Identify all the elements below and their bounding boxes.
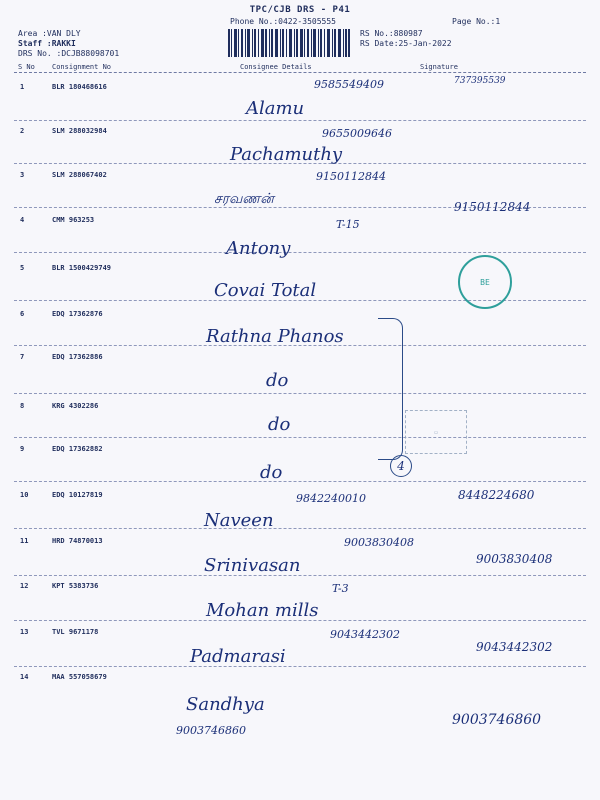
handwritten-phone: 9003830408 bbox=[344, 536, 414, 549]
row-1-sno: 1 bbox=[20, 83, 25, 91]
row-4-consignment: CMM 963253 bbox=[52, 216, 95, 224]
header-divider bbox=[14, 72, 586, 73]
handwritten-phone: 9655009646 bbox=[322, 127, 392, 140]
row-3-sno: 3 bbox=[20, 171, 25, 179]
row-2-sno: 2 bbox=[20, 127, 25, 135]
column-consignment: Consignment No bbox=[52, 63, 112, 71]
handwritten-consignee: Rathna Phanos bbox=[206, 326, 344, 347]
handwritten-consignee: Naveen bbox=[204, 510, 274, 531]
phone-number: Phone No.:0422-3505555 bbox=[230, 17, 336, 26]
row-divider bbox=[14, 252, 586, 253]
handwritten-consignee: Alamu bbox=[246, 98, 305, 119]
handwritten-phone: 9585549409 bbox=[314, 78, 384, 91]
handwritten-phone: 9150112844 bbox=[316, 170, 386, 183]
row-10-sno: 10 bbox=[20, 491, 29, 499]
row-14-sno: 14 bbox=[20, 673, 29, 681]
row-divider bbox=[14, 481, 586, 482]
column-signature: Signature bbox=[420, 63, 458, 71]
handwritten-signature: 9043442302 bbox=[476, 640, 553, 654]
handwritten-consignee: do bbox=[266, 370, 289, 391]
handwritten-phone: 9043442302 bbox=[330, 628, 400, 641]
ditto-bracket bbox=[378, 318, 403, 460]
row-divider bbox=[14, 393, 586, 394]
rs-number: RS No.:880987 bbox=[360, 29, 423, 38]
row-5-consignment: BLR 1500429749 bbox=[52, 264, 112, 272]
handwritten-note: T-15 bbox=[336, 218, 360, 231]
barcode-icon bbox=[228, 29, 350, 57]
row-8-consignment: KRG 4302286 bbox=[52, 402, 99, 410]
row-divider bbox=[14, 666, 586, 667]
page-number: Page No.:1 bbox=[452, 17, 501, 26]
staff-label: Staff :RAKKI bbox=[18, 39, 76, 48]
handwritten-phone: 9842240010 bbox=[296, 492, 366, 505]
handwritten-consignee: Mohan mills bbox=[206, 600, 319, 621]
row-6-sno: 6 bbox=[20, 310, 25, 318]
row-7-sno: 7 bbox=[20, 353, 25, 361]
row-8-sno: 8 bbox=[20, 402, 25, 410]
handwritten-consignee: Covai Total bbox=[214, 280, 317, 301]
row-10-consignment: EDQ 10127819 bbox=[52, 491, 103, 499]
row-11-sno: 11 bbox=[20, 537, 29, 545]
handwritten-signature: 737395539 bbox=[454, 76, 506, 86]
company-stamp: BE bbox=[458, 255, 512, 309]
handwritten-signature: 9150112844 bbox=[454, 200, 531, 214]
row-divider bbox=[14, 120, 586, 121]
handwritten-phone: 9003746860 bbox=[176, 724, 246, 737]
row-7-consignment: EDQ 17362886 bbox=[52, 353, 103, 361]
rs-date: RS Date:25-Jan-2022 bbox=[360, 39, 452, 48]
row-9-consignment: EDQ 17362882 bbox=[52, 445, 103, 453]
handwritten-signature: 9003830408 bbox=[476, 552, 553, 566]
handwritten-consignee: Srinivasan bbox=[204, 555, 301, 576]
row-12-sno: 12 bbox=[20, 582, 29, 590]
row-13-consignment: TVL 9671178 bbox=[52, 628, 99, 636]
row-11-consignment: HRD 74870013 bbox=[52, 537, 103, 545]
row-1-consignment: BLR 180468616 bbox=[52, 83, 107, 91]
area-label: Area :VAN DLY bbox=[18, 29, 81, 38]
handwritten-signature: 8448224680 bbox=[458, 488, 535, 502]
row-divider bbox=[14, 528, 586, 529]
row-4-sno: 4 bbox=[20, 216, 25, 224]
column-consignee: Consignee Details bbox=[240, 63, 312, 71]
handwritten-consignee: do bbox=[268, 414, 291, 435]
handwritten-note: T-3 bbox=[332, 582, 349, 595]
row-13-sno: 13 bbox=[20, 628, 29, 636]
row-5-sno: 5 bbox=[20, 264, 25, 272]
handwritten-consignee: Pachamuthy bbox=[230, 144, 343, 165]
row-divider bbox=[14, 437, 586, 438]
faded-stamp: ▭ bbox=[405, 410, 467, 454]
row-12-consignment: KPT 5383736 bbox=[52, 582, 99, 590]
sheet-title: TPC/CJB DRS - P41 bbox=[249, 5, 351, 15]
row-2-consignment: SLM 288032984 bbox=[52, 127, 107, 135]
row-14-consignment: MAA 557058679 bbox=[52, 673, 107, 681]
handwritten-consignee: சரவணன் bbox=[214, 191, 274, 207]
circled-count: 4 bbox=[390, 455, 412, 477]
handwritten-consignee: Sandhya bbox=[186, 694, 265, 715]
row-9-sno: 9 bbox=[20, 445, 25, 453]
handwritten-signature: 9003746860 bbox=[452, 712, 542, 728]
drs-number: DRS No. :DCJB88098701 bbox=[18, 49, 120, 58]
row-3-consignment: SLM 288067402 bbox=[52, 171, 107, 179]
row-6-consignment: EDQ 17362876 bbox=[52, 310, 103, 318]
column-sno: S No bbox=[18, 63, 35, 71]
handwritten-consignee: Padmarasi bbox=[190, 646, 286, 667]
handwritten-consignee: Antony bbox=[226, 238, 291, 259]
handwritten-consignee: do bbox=[260, 462, 283, 483]
